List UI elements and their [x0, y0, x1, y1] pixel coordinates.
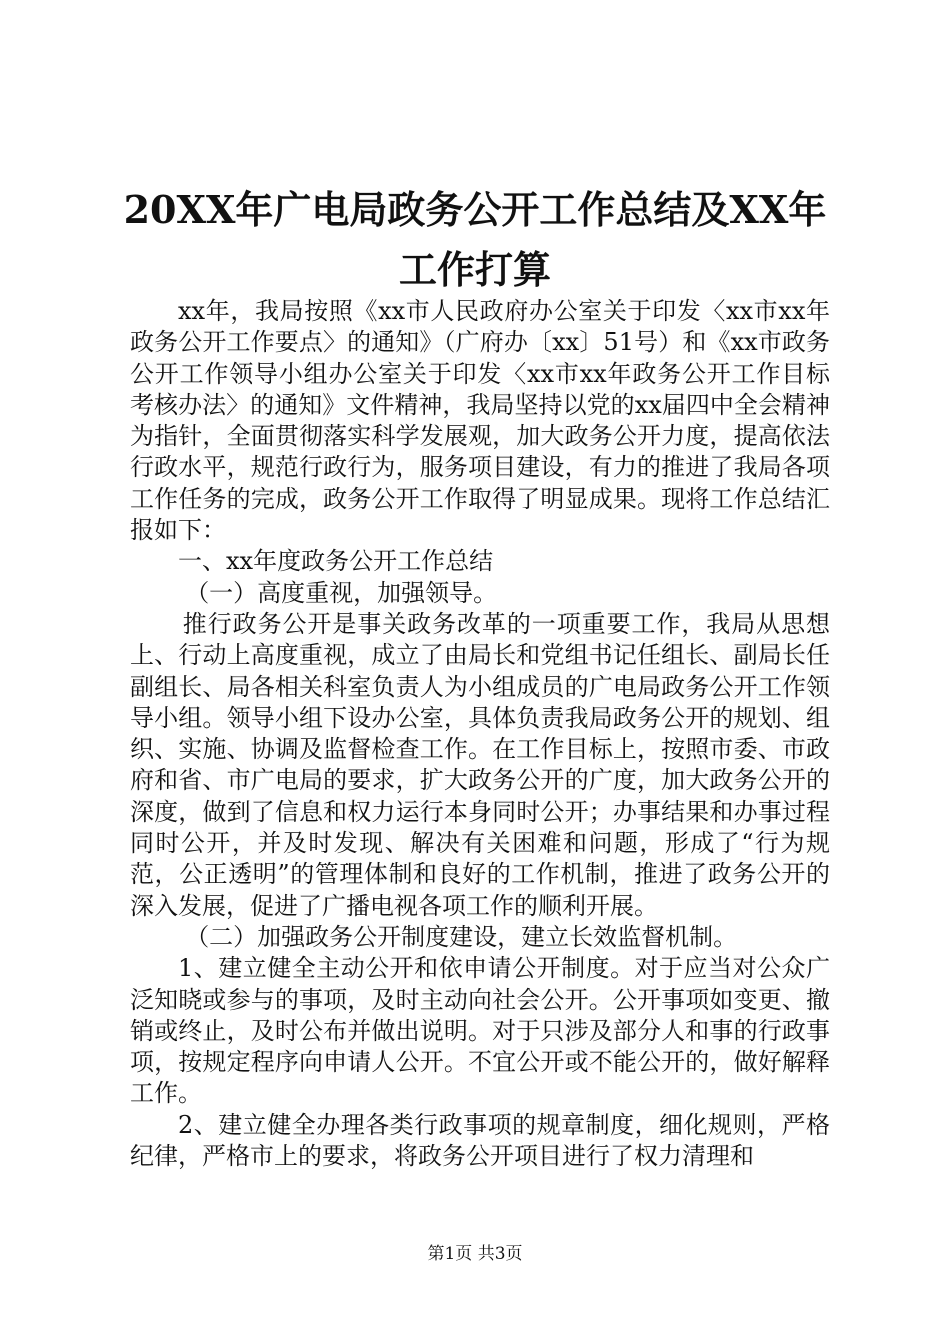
- paragraph-item-2: 2、建立健全办理各类行政事项的规章制度，细化规则，严格纪律，严格市上的要求，将政务公开项目进行了权力清理和: [130, 1110, 830, 1171]
- subsection-heading-1: （一）高度重视，加强领导。: [185, 578, 498, 607]
- page-footer: 第1页 共3页: [427, 1244, 523, 1264]
- subsection-heading-2: （二）加强政务公开制度建设，建立长效监督机制。: [185, 922, 738, 951]
- paragraph-item-1: 1、建立健全主动公开和依申请公开制度。对于应当对公众广泛知晓或参与的事项，及时主动向社会公开。公开事项如变更、撤销或终止，及时公布并做出说明。对于只涉及部分人和事的行政事项，按规定程序向申请人公开。不宜公开或不能公开的，做好解释工作。: [130, 954, 830, 1108]
- paragraph-leadership: 推行政务公开是事关政务改革的一项重要工作，我局从思想上、行动上高度重视，成立了由局长和党组书记任组长、副局长任副组长、局各相关科室负责人为小组成员的广电局政务公开工作领导小组。领导小组下设办公室，具体负责我局政务公开的规划、组织、实施、协调及监督检查工作。在工作目标上，按照市委、市政府和省、市广电局的要求，扩大政务公开的广度，加大政务公开的深度，做到了信息和权力运行本身同时公开；办事结果和办事过程同时公开，并及时发现、解决有关困难和问题，形成了“行为规范，公正透明”的管理体制和良好的工作机制，推进了政务公开的深入发展，促进了广播电视各项工作的顺利开展。: [130, 609, 830, 920]
- section-heading-1: 一、xx年度政务公开工作总结: [178, 547, 494, 576]
- document-title: 20XX年广电局政务公开工作总结及XX年工作打算: [123, 187, 827, 292]
- paragraph-intro: xx年，我局按照《xx市人民政府办公室关于印发〈xx市xx年政务公开工作要点〉的通知》（广府办〔xx〕51号）和《xx市政务公开工作领导小组办公室关于印发〈xx市xx年政务公开工作目标考核办法〉的通知》文件精神，我局坚持以党的xx届四中全会精神为指针，全面贯彻落实科学发展观，加大政务公开力度，提高依法行政水平，规范行政行为，服务项目建设，有力的推进了我局各项工作任务的完成，政务公开工作取得了明显成果。现将工作总结汇报如下：: [130, 297, 830, 545]
- document-body: [130, 296, 830, 1172]
